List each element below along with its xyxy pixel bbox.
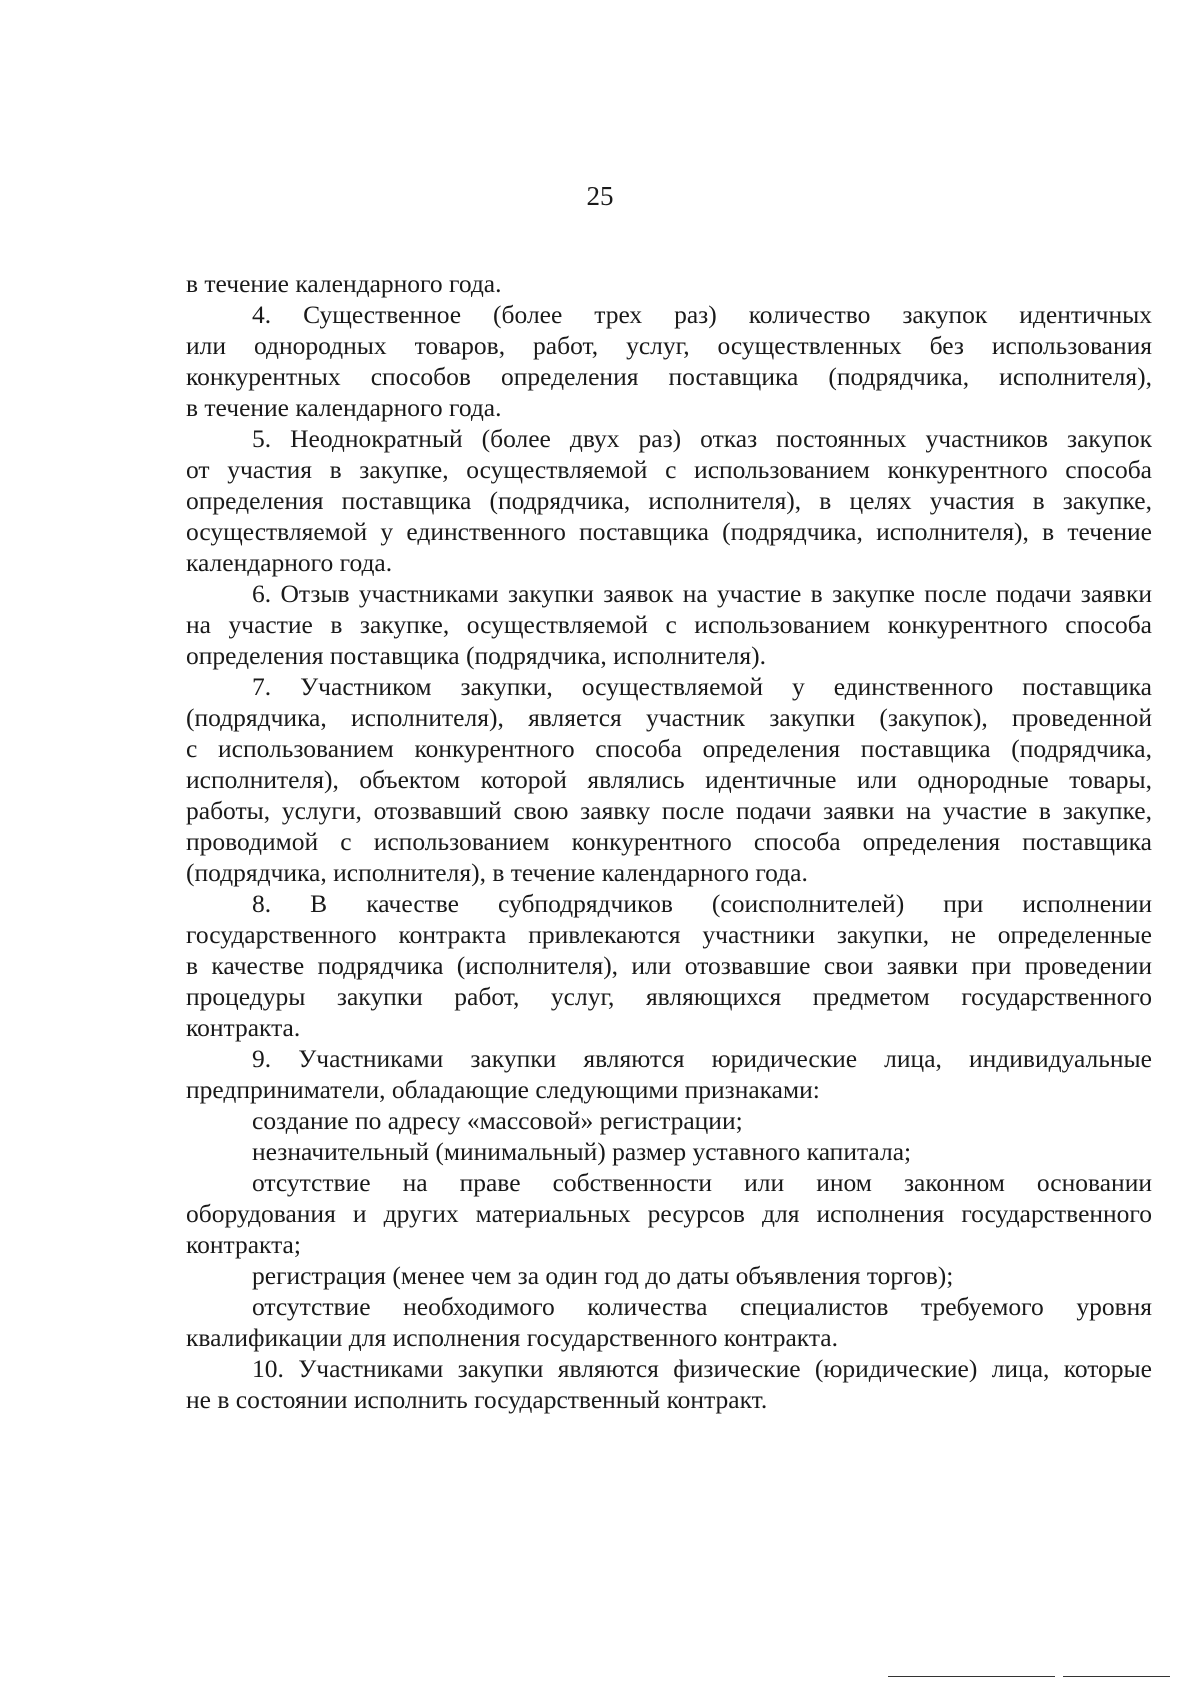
text-line: квалификации для исполнения государственного контракта. (186, 1323, 838, 1352)
text-line: исполнителя), объектом которой являлись идентичные или однородные товары, (186, 765, 1152, 794)
text-line: оборудования и других материальных ресурсов для исполнения государственного (186, 1199, 1152, 1228)
text-line: контракта; (186, 1230, 301, 1259)
text-line: незначительный (минимальный) размер уставного капитала; (252, 1137, 912, 1166)
text-line: отсутствие необходимого количества специалистов требуемого уровня (252, 1292, 1152, 1321)
text-line: в течение календарного года. (186, 269, 502, 298)
text-line: на участие в закупке, осуществляемой с использованием конкурентного способа (186, 610, 1152, 639)
text-line: с использованием конкурентного способа определения поставщика (подрядчика, (186, 734, 1152, 763)
text-line: регистрация (менее чем за один год до даты объявления торгов); (252, 1261, 954, 1290)
text-line: 5. Неоднократный (более двух раз) отказ постоянных участников закупок (252, 424, 1152, 453)
text-line: контракта. (186, 1013, 301, 1042)
text-line: 4. Существенное (более трех раз) количество закупок идентичных (252, 300, 1152, 329)
text-line: отсутствие на праве собственности или ином законном основании (252, 1168, 1152, 1197)
text-line: 6. Отзыв участниками закупки заявок на участие в закупке после подачи заявки (252, 579, 1152, 608)
text-line: 9. Участниками закупки являются юридические лица, индивидуальные (252, 1044, 1152, 1073)
text-line: или однородных товаров, работ, услуг, осуществленных без использования (186, 331, 1152, 360)
text-line: в течение календарного года. (186, 393, 502, 422)
text-line: государственного контракта привлекаются участники закупки, не определенные (186, 920, 1152, 949)
text-line: 8. В качестве субподрядчиков (соисполнителей) при исполнении (252, 889, 1152, 918)
text-line: осуществляемой у единственного поставщика (подрядчика, исполнителя), в течение (186, 517, 1152, 546)
text-line: (подрядчика, исполнителя), в течение календарного года. (186, 858, 808, 887)
text-line: не в состоянии исполнить государственный контракт. (186, 1385, 768, 1414)
text-line: 7. Участником закупки, осуществляемой у единственного поставщика (252, 672, 1152, 701)
footer-rule-gap (1055, 1674, 1063, 1679)
text-line: процедуры закупки работ, услуг, являющихся предметом государственного (186, 982, 1152, 1011)
text-line: 10. Участниками закупки являются физические (юридические) лица, которые (252, 1354, 1152, 1383)
text-line: (подрядчика, исполнителя), является участник закупки (закупок), проведенной (186, 703, 1152, 732)
text-line: предприниматели, обладающие следующими признаками: (186, 1075, 820, 1104)
footer-rule (888, 1676, 1170, 1677)
text-line: от участия в закупке, осуществляемой с использованием конкурентного способа (186, 455, 1152, 484)
text-line: работы, услуги, отозвавший свою заявку после подачи заявки на участие в закупке, (186, 796, 1152, 825)
text-line: конкурентных способов определения поставщика (подрядчика, исполнителя), (186, 362, 1152, 391)
text-line: календарного года. (186, 548, 393, 577)
document-body (186, 268, 1152, 1415)
text-line: проводимой с использованием конкурентного способа определения поставщика (186, 827, 1152, 856)
text-line: создание по адресу «массовой» регистрации; (252, 1106, 743, 1135)
text-line: определения поставщика (подрядчика, исполнителя). (186, 641, 766, 670)
page-number: 25 (586, 181, 614, 211)
text-line: определения поставщика (подрядчика, исполнителя), в целях участия в закупке, (186, 486, 1152, 515)
text-line: в качестве подрядчика (исполнителя), или отозвавшие свои заявки при проведении (186, 951, 1152, 980)
